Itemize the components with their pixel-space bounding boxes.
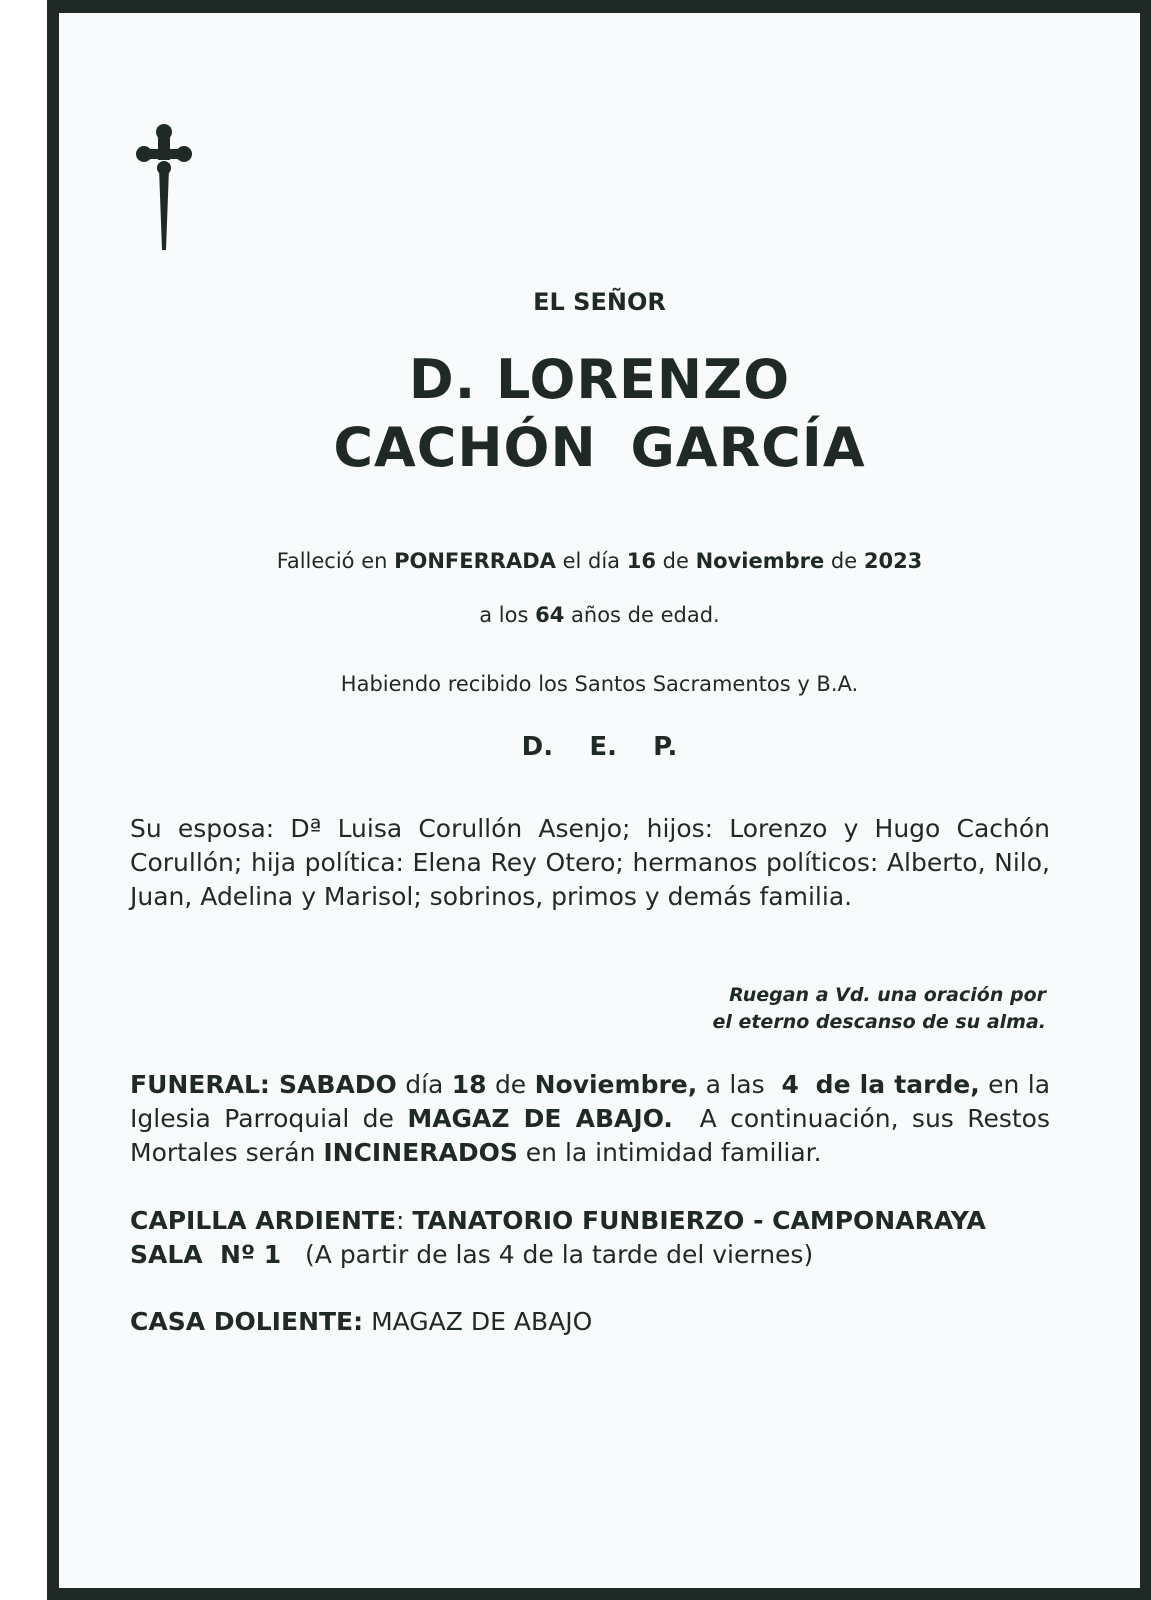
dep-line: D. E. P. — [521, 732, 678, 762]
deceased-name-line1: D. LORENZO — [408, 348, 791, 411]
capilla-ardiente-block: CAPILLA ARDIENTE: TANATORIO FUNBIERZO - CAMPONARAYA SALA Nº 1 (A partir de las 4 de la tarde del viernes) — [130, 1206, 986, 1269]
casa-doliente-line: CASA DOLIENTE: MAGAZ DE ABAJO — [130, 1307, 593, 1336]
prayer-line-2: el eterno descanso de su alma. — [712, 1011, 1046, 1033]
title-el-senor: EL SEÑOR — [533, 288, 666, 316]
prayer-request — [712, 982, 1046, 1036]
sacraments-line: Habiendo recibido los Santos Sacramentos y B.A. — [340, 672, 859, 696]
prayer-line-1: Ruegan a Vd. una oración por — [729, 984, 1046, 1006]
deceased-name-line2: CACHÓN GARCÍA — [333, 416, 866, 479]
family-paragraph: Su esposa: Dª Luisa Corullón Asenjo; hijos: Lorenzo y Hugo Cachón Corullón; hija política: Elena Rey Otero; hermanos políticos: Alberto, Nilo, Juan, Adelina y Marisol; sobrinos, primos y demás familia. — [130, 814, 1050, 911]
death-line: Falleció en PONFERRADA el día 16 de Noviembre de 2023 — [276, 549, 923, 573]
funeral-paragraph: FUNERAL: SABADO día 18 de Noviembre, a las 4 de la tarde, en la Iglesia Parroquial de MAGAZ DE ABAJO. A continuación, sus Restos Mortales serán INCINERADOS en la intimidad familiar. — [130, 1070, 1058, 1167]
age-line: a los 64 años de edad. — [479, 603, 720, 627]
obituary-card — [59, 13, 1140, 1588]
santiago-cross-icon — [134, 122, 194, 252]
